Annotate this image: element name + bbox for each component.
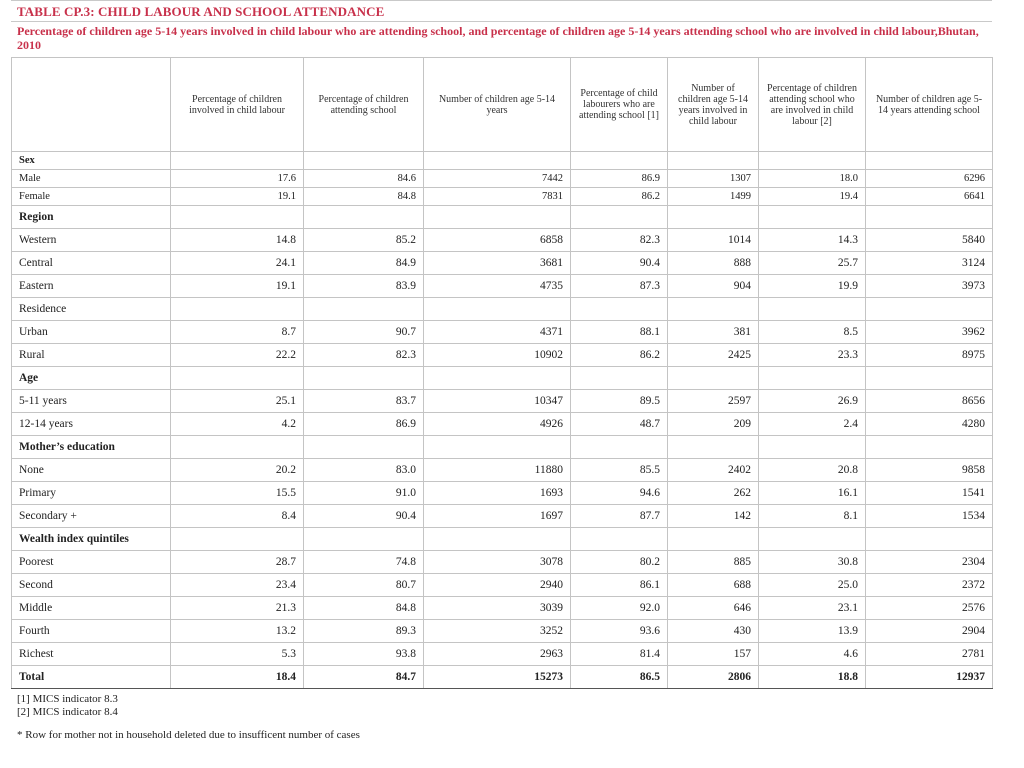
value-cell: 23.3	[759, 344, 866, 367]
footnote: * Row for mother not in household deleted due to insufficent number of cases	[17, 729, 360, 741]
blank-cell	[668, 298, 759, 321]
value-cell: 4926	[424, 413, 571, 436]
header-cell: Percentage of children attending school who are involved in child labour [2]	[759, 58, 866, 152]
table-row	[12, 275, 993, 298]
value-cell: 26.9	[759, 390, 866, 413]
table-row	[12, 321, 993, 344]
value-cell: 84.6	[304, 170, 424, 188]
table-row	[12, 252, 993, 275]
blank-cell	[759, 298, 866, 321]
value-cell: 84.7	[304, 666, 424, 689]
value-cell: 885	[668, 551, 759, 574]
value-cell: 17.6	[171, 170, 304, 188]
value-cell: 209	[668, 413, 759, 436]
value-cell: 19.1	[171, 188, 304, 206]
table-row	[12, 229, 993, 252]
table-body	[12, 152, 993, 689]
value-cell: 1697	[424, 505, 571, 528]
value-cell: 14.3	[759, 229, 866, 252]
blank-cell	[304, 528, 424, 551]
value-cell: 15273	[424, 666, 571, 689]
value-cell: 4371	[424, 321, 571, 344]
blank-cell	[171, 367, 304, 390]
footnote: [2] MICS indicator 8.4	[17, 706, 118, 718]
value-cell: 10902	[424, 344, 571, 367]
value-cell: 430	[668, 620, 759, 643]
row-label: Primary	[12, 482, 171, 505]
blank-cell	[424, 367, 571, 390]
blank-cell	[304, 152, 424, 170]
header-cell: Percentage of children attending school	[304, 58, 424, 152]
value-cell: 20.2	[171, 459, 304, 482]
blank-cell	[304, 367, 424, 390]
value-cell: 10347	[424, 390, 571, 413]
header-cell: Number of children age 5-14 years involved in child labour	[668, 58, 759, 152]
value-cell: 86.2	[571, 188, 668, 206]
value-cell: 8.1	[759, 505, 866, 528]
group-header-row	[12, 152, 993, 170]
table-title: TABLE CP.3: CHILD LABOUR AND SCHOOL ATTENDANCE	[11, 0, 992, 22]
value-cell: 3078	[424, 551, 571, 574]
value-cell: 80.7	[304, 574, 424, 597]
value-cell: 25.0	[759, 574, 866, 597]
value-cell: 90.4	[304, 505, 424, 528]
value-cell: 4.6	[759, 643, 866, 666]
value-cell: 89.3	[304, 620, 424, 643]
table-row	[12, 620, 993, 643]
value-cell: 2304	[866, 551, 993, 574]
value-cell: 28.7	[171, 551, 304, 574]
value-cell: 82.3	[304, 344, 424, 367]
table-row	[12, 482, 993, 505]
value-cell: 24.1	[171, 252, 304, 275]
blank-cell	[668, 206, 759, 229]
value-cell: 19.1	[171, 275, 304, 298]
value-cell: 2806	[668, 666, 759, 689]
blank-cell	[171, 298, 304, 321]
row-label: Richest	[12, 643, 171, 666]
blank-cell	[304, 436, 424, 459]
value-cell: 23.4	[171, 574, 304, 597]
value-cell: 381	[668, 321, 759, 344]
value-cell: 88.1	[571, 321, 668, 344]
blank-cell	[759, 367, 866, 390]
value-cell: 16.1	[759, 482, 866, 505]
header-cell: Percentage of child labourers who are attending school [1]	[571, 58, 668, 152]
value-cell: 2597	[668, 390, 759, 413]
value-cell: 3124	[866, 252, 993, 275]
row-label: Poorest	[12, 551, 171, 574]
value-cell: 18.0	[759, 170, 866, 188]
row-label: Male	[12, 170, 171, 188]
row-label: Central	[12, 252, 171, 275]
value-cell: 3039	[424, 597, 571, 620]
blank-cell	[571, 436, 668, 459]
value-cell: 1307	[668, 170, 759, 188]
group-header-row	[12, 298, 993, 321]
row-label: Total	[12, 666, 171, 689]
value-cell: 4.2	[171, 413, 304, 436]
value-cell: 3962	[866, 321, 993, 344]
blank-cell	[171, 152, 304, 170]
blank-cell	[171, 436, 304, 459]
value-cell: 2402	[668, 459, 759, 482]
blank-cell	[571, 152, 668, 170]
value-cell: 93.6	[571, 620, 668, 643]
value-cell: 4735	[424, 275, 571, 298]
value-cell: 22.2	[171, 344, 304, 367]
table-row	[12, 597, 993, 620]
value-cell: 157	[668, 643, 759, 666]
row-label: 5-11 years	[12, 390, 171, 413]
value-cell: 2372	[866, 574, 993, 597]
value-cell: 142	[668, 505, 759, 528]
value-cell: 74.8	[304, 551, 424, 574]
value-cell: 2904	[866, 620, 993, 643]
value-cell: 90.4	[571, 252, 668, 275]
value-cell: 2.4	[759, 413, 866, 436]
value-cell: 11880	[424, 459, 571, 482]
blank-cell	[866, 436, 993, 459]
value-cell: 12937	[866, 666, 993, 689]
group-header-row	[12, 528, 993, 551]
value-cell: 93.8	[304, 643, 424, 666]
blank-cell	[304, 206, 424, 229]
value-cell: 87.3	[571, 275, 668, 298]
value-cell: 5.3	[171, 643, 304, 666]
value-cell: 85.2	[304, 229, 424, 252]
blank-cell	[424, 436, 571, 459]
value-cell: 6296	[866, 170, 993, 188]
value-cell: 25.7	[759, 252, 866, 275]
value-cell: 18.4	[171, 666, 304, 689]
value-cell: 21.3	[171, 597, 304, 620]
value-cell: 13.2	[171, 620, 304, 643]
value-cell: 30.8	[759, 551, 866, 574]
blank-cell	[171, 206, 304, 229]
value-cell: 19.9	[759, 275, 866, 298]
row-label: Fourth	[12, 620, 171, 643]
total-row	[12, 666, 993, 689]
value-cell: 6641	[866, 188, 993, 206]
blank-cell	[866, 528, 993, 551]
row-label: Female	[12, 188, 171, 206]
value-cell: 8656	[866, 390, 993, 413]
row-label: Eastern	[12, 275, 171, 298]
value-cell: 8975	[866, 344, 993, 367]
value-cell: 7442	[424, 170, 571, 188]
value-cell: 83.0	[304, 459, 424, 482]
value-cell: 2576	[866, 597, 993, 620]
value-cell: 1693	[424, 482, 571, 505]
value-cell: 85.5	[571, 459, 668, 482]
value-cell: 89.5	[571, 390, 668, 413]
blank-cell	[571, 298, 668, 321]
blank-cell	[171, 528, 304, 551]
value-cell: 48.7	[571, 413, 668, 436]
value-cell: 3973	[866, 275, 993, 298]
group-label: Region	[12, 206, 171, 229]
blank-cell	[668, 367, 759, 390]
group-label: Residence	[12, 298, 171, 321]
blank-cell	[759, 528, 866, 551]
table-notes	[11, 693, 992, 742]
blank-cell	[759, 152, 866, 170]
header-cell: Percentage of children involved in child labour	[171, 58, 304, 152]
value-cell: 1541	[866, 482, 993, 505]
value-cell: 86.1	[571, 574, 668, 597]
value-cell: 81.4	[571, 643, 668, 666]
value-cell: 688	[668, 574, 759, 597]
blank-cell	[668, 528, 759, 551]
value-cell: 4280	[866, 413, 993, 436]
table-row	[12, 459, 993, 482]
value-cell: 91.0	[304, 482, 424, 505]
value-cell: 1499	[668, 188, 759, 206]
value-cell: 8.4	[171, 505, 304, 528]
group-header-row	[12, 436, 993, 459]
value-cell: 82.3	[571, 229, 668, 252]
table-row	[12, 643, 993, 666]
blank-cell	[668, 436, 759, 459]
value-cell: 86.2	[571, 344, 668, 367]
value-cell: 83.9	[304, 275, 424, 298]
value-cell: 3681	[424, 252, 571, 275]
value-cell: 86.9	[571, 170, 668, 188]
value-cell: 8.7	[171, 321, 304, 344]
blank-cell	[571, 367, 668, 390]
blank-cell	[304, 298, 424, 321]
value-cell: 1014	[668, 229, 759, 252]
value-cell: 84.8	[304, 188, 424, 206]
value-cell: 20.8	[759, 459, 866, 482]
value-cell: 2940	[424, 574, 571, 597]
value-cell: 13.9	[759, 620, 866, 643]
value-cell: 6858	[424, 229, 571, 252]
value-cell: 92.0	[571, 597, 668, 620]
group-header-row	[12, 367, 993, 390]
blank-cell	[424, 528, 571, 551]
group-label: Age	[12, 367, 171, 390]
value-cell: 5840	[866, 229, 993, 252]
row-label: Rural	[12, 344, 171, 367]
header-cell: Number of children age 5-14 years	[424, 58, 571, 152]
header-cell	[12, 58, 171, 152]
blank-cell	[866, 367, 993, 390]
value-cell: 2963	[424, 643, 571, 666]
value-cell: 15.5	[171, 482, 304, 505]
value-cell: 904	[668, 275, 759, 298]
table-row	[12, 413, 993, 436]
value-cell: 80.2	[571, 551, 668, 574]
row-label: Urban	[12, 321, 171, 344]
value-cell: 262	[668, 482, 759, 505]
table-row	[12, 551, 993, 574]
blank-cell	[668, 152, 759, 170]
blank-cell	[866, 206, 993, 229]
group-label: Sex	[12, 152, 171, 170]
value-cell: 3252	[424, 620, 571, 643]
blank-cell	[571, 528, 668, 551]
value-cell: 86.5	[571, 666, 668, 689]
value-cell: 84.8	[304, 597, 424, 620]
value-cell: 2425	[668, 344, 759, 367]
value-cell: 1534	[866, 505, 993, 528]
blank-cell	[424, 298, 571, 321]
table-row	[12, 188, 993, 206]
table-row	[12, 574, 993, 597]
group-label: Mother’s education	[12, 436, 171, 459]
table-row	[12, 505, 993, 528]
blank-cell	[424, 206, 571, 229]
row-label: Second	[12, 574, 171, 597]
group-header-row	[12, 206, 993, 229]
header-row	[12, 58, 993, 152]
value-cell: 8.5	[759, 321, 866, 344]
row-label: Secondary +	[12, 505, 171, 528]
table-row	[12, 390, 993, 413]
value-cell: 23.1	[759, 597, 866, 620]
value-cell: 19.4	[759, 188, 866, 206]
value-cell: 90.7	[304, 321, 424, 344]
table-row	[12, 170, 993, 188]
value-cell: 2781	[866, 643, 993, 666]
value-cell: 25.1	[171, 390, 304, 413]
table-subtitle: Percentage of children age 5-14 years involved in child labour who are attending school, and percentage of children age 5-14 years attending school who are involved in child labour,Bhutan, 2010	[17, 24, 979, 52]
value-cell: 94.6	[571, 482, 668, 505]
value-cell: 18.8	[759, 666, 866, 689]
child-labour-table	[11, 57, 993, 689]
blank-cell	[424, 152, 571, 170]
value-cell: 888	[668, 252, 759, 275]
row-label: None	[12, 459, 171, 482]
value-cell: 87.7	[571, 505, 668, 528]
row-label: Middle	[12, 597, 171, 620]
table-document	[11, 0, 992, 742]
table-row	[12, 344, 993, 367]
value-cell: 7831	[424, 188, 571, 206]
footnote: [1] MICS indicator 8.3	[17, 693, 118, 705]
value-cell: 14.8	[171, 229, 304, 252]
row-label: Western	[12, 229, 171, 252]
value-cell: 9858	[866, 459, 993, 482]
value-cell: 646	[668, 597, 759, 620]
blank-cell	[866, 152, 993, 170]
blank-cell	[571, 206, 668, 229]
blank-cell	[866, 298, 993, 321]
group-label: Wealth index quintiles	[12, 528, 171, 551]
blank-cell	[759, 436, 866, 459]
header-cell: Number of children age 5-14 years attending school	[866, 58, 993, 152]
row-label: 12-14 years	[12, 413, 171, 436]
blank-cell	[759, 206, 866, 229]
value-cell: 86.9	[304, 413, 424, 436]
value-cell: 83.7	[304, 390, 424, 413]
value-cell: 84.9	[304, 252, 424, 275]
